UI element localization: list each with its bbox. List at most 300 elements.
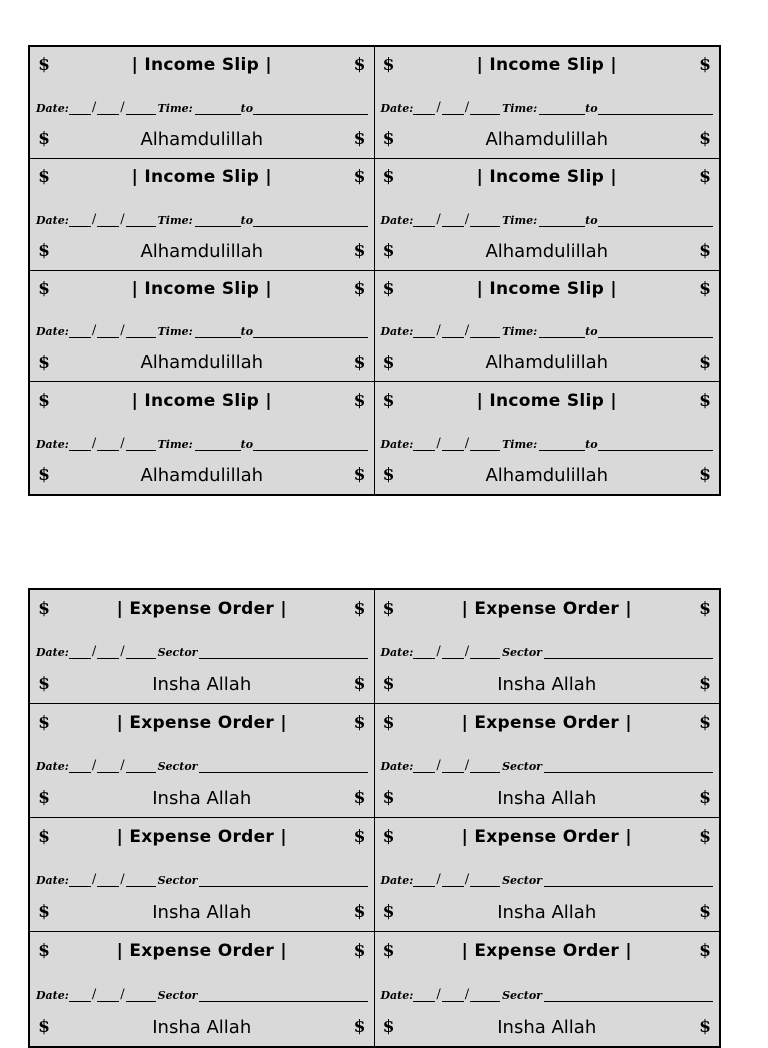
date-separator: / <box>91 644 97 660</box>
date-separator: / <box>436 99 441 115</box>
time-end-blank[interactable] <box>253 104 367 115</box>
date-label: Date: <box>380 760 414 774</box>
expense-order <box>375 590 720 704</box>
dollar-sign: $ <box>353 352 366 373</box>
date-label: Date: <box>380 101 414 115</box>
income-slip <box>375 159 720 271</box>
dollar-sign: $ <box>353 55 366 76</box>
to-label: to <box>585 213 598 227</box>
date-month-blank[interactable] <box>97 104 119 115</box>
date-separator: / <box>120 872 125 888</box>
time-end-blank[interactable] <box>598 104 713 115</box>
dollar-sign: $ <box>38 465 50 486</box>
dollar-sign: $ <box>699 674 711 695</box>
time-label: Time: <box>157 213 193 227</box>
date-month-blank[interactable] <box>442 762 464 773</box>
dollar-sign: $ <box>382 352 395 373</box>
expense-order-title: | Expense Order | <box>461 941 632 961</box>
time-start-blank[interactable] <box>195 440 241 451</box>
expense-order <box>30 704 375 818</box>
sector-blank[interactable] <box>199 648 367 659</box>
date-month-blank[interactable] <box>97 762 119 773</box>
dollar-sign: $ <box>382 941 395 961</box>
dollar-sign: $ <box>382 278 395 299</box>
sector-label: Sector <box>157 760 198 774</box>
income-slip-footer <box>375 457 720 494</box>
expense-order-footer <box>375 1008 720 1046</box>
date-label: Date: <box>36 325 69 339</box>
date-year-blank[interactable] <box>470 327 500 338</box>
to-label: to <box>585 325 598 339</box>
expense-order-fields <box>30 628 374 666</box>
income-slip <box>30 382 375 494</box>
time-start-blank[interactable] <box>195 104 241 115</box>
date-separator: / <box>436 323 441 339</box>
income-slip-fields <box>375 196 720 233</box>
date-separator: / <box>464 99 470 115</box>
time-label: Time: <box>502 437 538 451</box>
dollar-sign: $ <box>353 278 366 299</box>
dollar-sign: $ <box>353 167 366 188</box>
date-label: Date: <box>36 989 69 1002</box>
blessing-text: Alhamdulillah <box>485 240 609 262</box>
expense-order-footer <box>375 893 720 931</box>
date-separator: / <box>436 758 441 774</box>
time-start-blank[interactable] <box>539 327 585 338</box>
date-label: Date: <box>380 437 414 451</box>
expense-order <box>30 932 375 1046</box>
dollar-sign: $ <box>699 167 711 188</box>
expense-order-header <box>375 704 720 742</box>
dollar-sign: $ <box>38 352 50 373</box>
income-slip-footer <box>30 344 374 381</box>
to-label: to <box>240 101 254 115</box>
date-separator: / <box>91 99 97 115</box>
date-day-blank[interactable] <box>69 440 91 451</box>
time-end-blank[interactable] <box>598 216 713 227</box>
date-label: Date: <box>36 101 69 115</box>
sector-blank[interactable] <box>544 876 713 887</box>
sector-label: Sector <box>502 989 542 1002</box>
income-slip-title: | Income Slip | <box>476 167 617 188</box>
date-month-blank[interactable] <box>97 216 119 227</box>
date-year-blank[interactable] <box>126 440 156 451</box>
dollar-sign: $ <box>353 241 366 262</box>
sector-blank[interactable] <box>199 991 367 1002</box>
blessing-text: Alhamdulillah <box>140 352 264 374</box>
time-end-blank[interactable] <box>598 327 713 338</box>
dollar-sign: $ <box>699 788 711 809</box>
income-slip-header <box>375 382 720 419</box>
dollar-sign: $ <box>382 788 395 809</box>
date-year-blank[interactable] <box>126 216 156 227</box>
sector-label: Sector <box>502 646 542 660</box>
date-separator: / <box>436 211 441 227</box>
expense-order <box>375 932 720 1046</box>
time-start-blank[interactable] <box>195 327 241 338</box>
date-separator: / <box>464 987 470 1002</box>
date-label: Date: <box>380 213 414 227</box>
time-end-blank[interactable] <box>253 216 367 227</box>
expense-order-header <box>30 704 374 742</box>
date-separator: / <box>120 435 125 451</box>
time-label: Time: <box>157 437 193 451</box>
expense-order-footer <box>375 779 720 817</box>
date-separator: / <box>120 758 125 774</box>
expense-order <box>375 818 720 932</box>
to-label: to <box>240 437 254 451</box>
income-slip-title: | Income Slip | <box>476 278 617 299</box>
expense-order-sheet <box>28 588 721 1048</box>
dollar-sign: $ <box>38 241 50 262</box>
date-day-blank[interactable] <box>413 327 435 338</box>
sector-blank[interactable] <box>544 991 713 1002</box>
dollar-sign: $ <box>699 55 711 76</box>
blessing-text: Insha Allah <box>497 901 597 923</box>
expense-order-header <box>30 818 374 856</box>
dollar-sign: $ <box>38 674 50 695</box>
expense-order-title: | Expense Order | <box>461 712 632 733</box>
dollar-sign: $ <box>382 1017 395 1037</box>
time-start-blank[interactable] <box>539 104 585 115</box>
expense-order-footer <box>30 665 374 703</box>
income-slip-footer <box>30 457 374 494</box>
dollar-sign: $ <box>353 674 366 695</box>
date-month-blank[interactable] <box>442 104 464 115</box>
income-slip-header <box>30 159 374 196</box>
expense-order-title: | Expense Order | <box>116 598 287 619</box>
dollar-sign: $ <box>38 55 50 76</box>
dollar-sign: $ <box>382 902 395 923</box>
expense-order-fields <box>375 742 720 780</box>
income-slip-header <box>30 382 374 419</box>
expense-order-footer <box>30 893 374 931</box>
income-slip-title: | Income Slip | <box>476 390 617 411</box>
dollar-sign: $ <box>699 390 711 411</box>
date-year-blank[interactable] <box>126 648 156 659</box>
income-slip-title: | Income Slip | <box>131 55 272 76</box>
dollar-sign: $ <box>353 826 366 847</box>
expense-order <box>375 704 720 818</box>
expense-order-title: | Expense Order | <box>461 826 632 847</box>
blessing-text: Alhamdulillah <box>485 464 609 486</box>
date-separator: / <box>91 872 97 888</box>
date-month-blank[interactable] <box>442 327 464 338</box>
blessing-text: Insha Allah <box>152 787 252 809</box>
date-month-blank[interactable] <box>97 440 119 451</box>
blessing-text: Alhamdulillah <box>140 128 264 150</box>
date-day-blank[interactable] <box>413 876 435 887</box>
date-day-blank[interactable] <box>69 104 91 115</box>
date-separator: / <box>120 99 125 115</box>
date-label: Date: <box>380 325 414 339</box>
dollar-sign: $ <box>353 1017 366 1037</box>
date-year-blank[interactable] <box>470 648 500 659</box>
expense-order-fields <box>375 856 720 894</box>
time-label: Time: <box>157 325 193 339</box>
dollar-sign: $ <box>382 465 395 486</box>
dollar-sign: $ <box>382 390 395 411</box>
date-day-blank[interactable] <box>413 991 435 1002</box>
date-day-blank[interactable] <box>69 648 91 659</box>
income-slip-title: | Income Slip | <box>131 167 272 188</box>
dollar-sign: $ <box>699 712 711 733</box>
expense-order-header <box>375 818 720 856</box>
blessing-text: Alhamdulillah <box>485 128 609 150</box>
date-label: Date: <box>36 760 69 774</box>
income-slip <box>30 47 375 159</box>
date-separator: / <box>464 211 470 227</box>
expense-order <box>30 818 375 932</box>
date-separator: / <box>91 435 97 451</box>
dollar-sign: $ <box>38 1017 50 1037</box>
dollar-sign: $ <box>699 902 711 923</box>
dollar-sign: $ <box>382 826 395 847</box>
sector-label: Sector <box>157 646 198 660</box>
blessing-text: Insha Allah <box>152 673 252 695</box>
expense-order-footer <box>30 779 374 817</box>
expense-order-title: | Expense Order | <box>461 598 632 619</box>
date-day-blank[interactable] <box>69 762 91 773</box>
time-end-blank[interactable] <box>253 440 367 451</box>
expense-order-title: | Expense Order | <box>116 712 287 733</box>
time-label: Time: <box>502 101 538 115</box>
dollar-sign: $ <box>382 55 395 76</box>
dollar-sign: $ <box>353 902 366 923</box>
sector-label: Sector <box>502 760 542 774</box>
income-slip-header <box>30 47 374 84</box>
dollar-sign: $ <box>382 129 395 150</box>
date-separator: / <box>91 987 97 1002</box>
to-label: to <box>240 213 254 227</box>
expense-order-title: | Expense Order | <box>116 826 287 847</box>
income-slip-fields <box>375 84 720 121</box>
date-label: Date: <box>36 874 69 888</box>
date-separator: / <box>464 758 470 774</box>
expense-order <box>30 590 375 704</box>
date-year-blank[interactable] <box>470 876 500 887</box>
sector-label: Sector <box>502 874 542 888</box>
expense-order-header <box>30 932 374 970</box>
expense-order-title: | Expense Order | <box>116 941 287 961</box>
expense-order-fields <box>30 742 374 780</box>
date-label: Date: <box>36 213 69 227</box>
expense-order-footer <box>375 665 720 703</box>
time-end-blank[interactable] <box>598 440 713 451</box>
date-separator: / <box>120 211 125 227</box>
date-month-blank[interactable] <box>442 648 464 659</box>
blessing-text: Insha Allah <box>152 901 252 923</box>
income-slip-footer <box>375 344 720 381</box>
income-slip <box>30 159 375 271</box>
dollar-sign: $ <box>699 1017 711 1037</box>
sector-label: Sector <box>157 874 198 888</box>
income-slip-header <box>30 271 374 308</box>
date-separator: / <box>464 872 470 888</box>
date-month-blank[interactable] <box>442 216 464 227</box>
date-day-blank[interactable] <box>413 104 435 115</box>
dollar-sign: $ <box>382 598 395 619</box>
date-year-blank[interactable] <box>126 991 156 1002</box>
time-start-blank[interactable] <box>195 216 241 227</box>
dollar-sign: $ <box>382 712 395 733</box>
date-separator: / <box>464 644 470 660</box>
date-separator: / <box>91 758 97 774</box>
to-label: to <box>585 437 598 451</box>
date-separator: / <box>436 435 441 451</box>
date-month-blank[interactable] <box>97 876 119 887</box>
dollar-sign: $ <box>353 788 366 809</box>
date-separator: / <box>436 872 441 888</box>
expense-order-fields <box>30 970 374 1008</box>
date-month-blank[interactable] <box>442 991 464 1002</box>
income-slip-footer <box>30 233 374 270</box>
income-slip-footer <box>30 121 374 158</box>
sector-blank[interactable] <box>544 762 713 773</box>
income-slip-fields <box>30 196 374 233</box>
income-slip-fields <box>30 84 374 121</box>
date-separator: / <box>120 987 125 1002</box>
dollar-sign: $ <box>353 129 366 150</box>
date-day-blank[interactable] <box>413 440 435 451</box>
income-slip-header <box>375 159 720 196</box>
time-end-blank[interactable] <box>253 327 367 338</box>
expense-order-header <box>30 590 374 628</box>
dollar-sign: $ <box>38 712 50 733</box>
date-year-blank[interactable] <box>126 104 156 115</box>
date-day-blank[interactable] <box>69 991 91 1002</box>
dollar-sign: $ <box>699 129 711 150</box>
sector-blank[interactable] <box>199 876 367 887</box>
date-label: Date: <box>380 646 414 660</box>
dollar-sign: $ <box>38 129 50 150</box>
dollar-sign: $ <box>699 826 711 847</box>
blessing-text: Insha Allah <box>497 1016 597 1038</box>
date-label: Date: <box>380 874 414 888</box>
dollar-sign: $ <box>382 674 395 695</box>
income-slip-header <box>375 47 720 84</box>
dollar-sign: $ <box>38 598 50 619</box>
dollar-sign: $ <box>38 788 50 809</box>
sector-blank[interactable] <box>199 762 367 773</box>
date-year-blank[interactable] <box>126 762 156 773</box>
date-separator: / <box>436 987 441 1002</box>
dollar-sign: $ <box>699 941 711 961</box>
date-year-blank[interactable] <box>470 762 500 773</box>
dollar-sign: $ <box>382 241 395 262</box>
date-separator: / <box>464 323 470 339</box>
date-year-blank[interactable] <box>470 216 500 227</box>
dollar-sign: $ <box>38 278 50 299</box>
time-start-blank[interactable] <box>539 216 585 227</box>
to-label: to <box>240 325 254 339</box>
dollar-sign: $ <box>38 390 50 411</box>
income-slip-header <box>375 271 720 308</box>
blessing-text: Insha Allah <box>497 673 597 695</box>
date-separator: / <box>91 211 97 227</box>
income-slip-title: | Income Slip | <box>131 278 272 299</box>
dollar-sign: $ <box>699 241 711 262</box>
date-separator: / <box>120 323 125 339</box>
dollar-sign: $ <box>353 941 366 961</box>
expense-order-fields <box>30 856 374 894</box>
expense-order-fields <box>375 970 720 1008</box>
expense-order-header <box>375 590 720 628</box>
time-label: Time: <box>502 325 538 339</box>
income-slip <box>375 271 720 383</box>
date-day-blank[interactable] <box>413 648 435 659</box>
date-month-blank[interactable] <box>97 991 119 1002</box>
expense-order-fields <box>375 628 720 666</box>
date-separator: / <box>120 644 125 660</box>
blessing-text: Alhamdulillah <box>485 352 609 374</box>
dollar-sign: $ <box>699 352 711 373</box>
date-day-blank[interactable] <box>69 216 91 227</box>
date-month-blank[interactable] <box>442 440 464 451</box>
date-label: Date: <box>380 989 414 1002</box>
time-start-blank[interactable] <box>539 440 585 451</box>
date-label: Date: <box>36 437 69 451</box>
date-month-blank[interactable] <box>97 648 119 659</box>
sector-blank[interactable] <box>544 648 713 659</box>
to-label: to <box>585 101 598 115</box>
expense-order-footer <box>30 1008 374 1046</box>
dollar-sign: $ <box>699 465 711 486</box>
income-slip-fields <box>375 420 720 457</box>
income-slip-fields <box>30 420 374 457</box>
blessing-text: Alhamdulillah <box>140 464 264 486</box>
dollar-sign: $ <box>699 278 711 299</box>
income-slip-fields <box>30 307 374 344</box>
blessing-text: Insha Allah <box>152 1016 252 1038</box>
date-year-blank[interactable] <box>126 327 156 338</box>
income-slip <box>375 47 720 159</box>
date-day-blank[interactable] <box>69 327 91 338</box>
date-day-blank[interactable] <box>413 216 435 227</box>
date-month-blank[interactable] <box>97 327 119 338</box>
date-separator: / <box>464 435 470 451</box>
dollar-sign: $ <box>353 465 366 486</box>
dollar-sign: $ <box>699 598 711 619</box>
date-year-blank[interactable] <box>470 104 500 115</box>
income-slip-title: | Income Slip | <box>131 390 272 411</box>
date-separator: / <box>91 323 97 339</box>
dollar-sign: $ <box>38 167 50 188</box>
dollar-sign: $ <box>353 598 366 619</box>
dollar-sign: $ <box>382 167 395 188</box>
income-slip-footer <box>375 121 720 158</box>
income-slip-title: | Income Slip | <box>476 55 617 76</box>
date-day-blank[interactable] <box>413 762 435 773</box>
date-month-blank[interactable] <box>442 876 464 887</box>
dollar-sign: $ <box>353 712 366 733</box>
dollar-sign: $ <box>38 941 50 961</box>
date-separator: / <box>436 644 441 660</box>
dollar-sign: $ <box>38 826 50 847</box>
expense-order-header <box>375 932 720 970</box>
time-label: Time: <box>157 101 193 115</box>
blessing-text: Alhamdulillah <box>140 240 264 262</box>
date-year-blank[interactable] <box>470 991 500 1002</box>
income-slip-fields <box>375 307 720 344</box>
income-slip <box>375 382 720 494</box>
dollar-sign: $ <box>353 390 366 411</box>
time-label: Time: <box>502 213 538 227</box>
date-year-blank[interactable] <box>126 876 156 887</box>
income-slip-sheet <box>28 45 721 496</box>
date-day-blank[interactable] <box>69 876 91 887</box>
date-year-blank[interactable] <box>470 440 500 451</box>
